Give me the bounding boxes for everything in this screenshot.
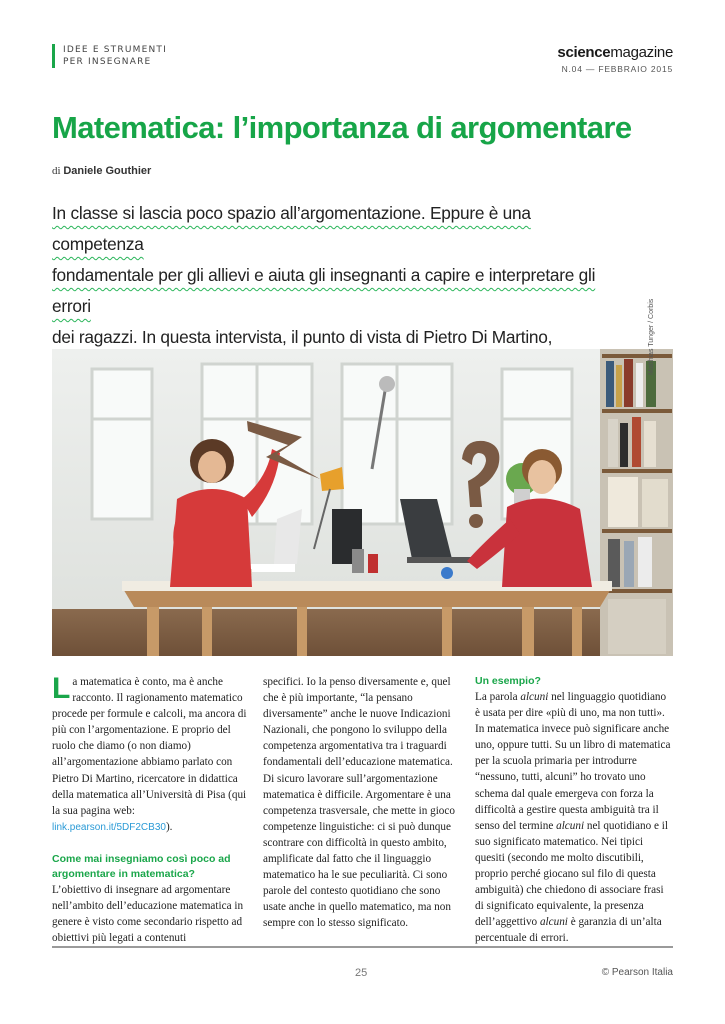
page-number: 25: [355, 967, 368, 979]
pearson-link[interactable]: link.pearson.it/5DF2CB30: [52, 821, 166, 833]
paragraph: specifici. Io la penso diversamente e, quel che è più importante, “la pensano diversamente” anche le nuove Indicazioni Nazionali, che pongono lo sviluppo della competenza argomentativa tra i traguardi fondamentali dell’educazione matematica. Di sicuro lavorare sull’argomentazione matematica è difficile. Argomentare è una competenza trasversale, che mette in gioco competenze linguistiche: ci si può dunque scontrare con difficoltà in questo ambito, amplificate dal fatto che il linguaggio matematico ha le sue peculiarità. Ci sono parole del contesto quotidiano che sono usate anche in quello matematico, ma non sempre con lo stesso significato.: [263, 676, 455, 930]
section-label: [52, 44, 167, 68]
issue-date: N.04 — FEBBRAIO 2015: [561, 64, 673, 74]
subheading: Come mai insegniamo così poco ad argomentare in matematica?: [52, 852, 231, 880]
copyright: © Pearson Italia: [601, 967, 673, 978]
column-1: [52, 674, 248, 946]
paragraph: [475, 689, 673, 947]
italic-term: alcuni: [556, 819, 585, 832]
paragraph-text: a matematica è conto, ma è anche racconto. Il ragionamento matematico procede per formule e calcoli, ma ancora di più con l’argomentazione. E proprio del ruolo che diamo (o non diamo) all’argomentazione abbiamo parlato con Pietro Di Martino, ricercatore in didattica della matematica all’Università di Pisa (qui la sua pagina web:: [52, 676, 247, 817]
paragraph-text-end: ).: [165, 820, 173, 833]
classroom-photo: [52, 349, 673, 656]
text-run: nel linguaggio quotidiano è usata per dire «più di uno, ma non tutti». In matematica invece può significare anche uno, oppure tutti. Su un libro di matematica per la scuola primaria per introdurre “nessuno, tutti, alcuni” ho trovato uno schema dal quale emergeva con forza la difficoltà a gestire questa ambiguità tra il senso del termine: [475, 691, 671, 832]
drop-cap: L: [52, 672, 71, 705]
section-label-line1: IDEE E STRUMENTI: [63, 45, 167, 55]
author-name: Daniele Gouthier: [63, 165, 152, 177]
brand-logo: [557, 44, 673, 61]
italic-term: alcuni: [520, 691, 549, 703]
text-run: è garanzia di un’alta percentuale di errori.: [475, 916, 662, 945]
masthead: [557, 44, 673, 74]
text-run: nel quotidiano e il suo significato matematico. Nei tipici quesiti (secondo me molto discutibili, proprio perché giocano sul filo di questa ambiguità) che chiedono di associare frasi di significato equivalente, la presenza dell’aggettivo: [475, 819, 668, 929]
lead-line: In classe si lascia poco spazio all’argomentazione. Eppure è una competenza: [52, 203, 531, 254]
photo-credit: Matthias Tunger / Corbis: [648, 298, 655, 375]
column-3: [475, 674, 673, 947]
column-2: [263, 674, 458, 932]
italic-term: alcuni: [539, 916, 568, 929]
footer-divider: [52, 946, 673, 948]
section-label-line2: PER INSEGNARE: [63, 57, 152, 67]
brand-bold: science: [557, 44, 611, 61]
byline: [52, 165, 151, 177]
byline-prefix: di: [52, 165, 61, 177]
article-title: Matematica: l’importanza di argomentare: [52, 110, 632, 145]
paragraph: L’obiettivo di insegnare ad argomentare nell’ambito dell’educazione matematica in genere è visto come secondario rispetto ad obiettivi più legati a contenuti: [52, 883, 244, 945]
lead-line: fondamentale per gli allievi e aiuta gli insegnanti a capire e interpretare gli errori: [52, 265, 596, 316]
text-run: La parola: [475, 691, 521, 703]
lead-line: dei ragazzi. In questa intervista, il punto di vista di Pietro Di Martino,: [52, 327, 553, 347]
subheading: Un esempio?: [475, 675, 541, 687]
paragraph: [52, 674, 248, 836]
brand-light: magazine: [610, 44, 673, 61]
